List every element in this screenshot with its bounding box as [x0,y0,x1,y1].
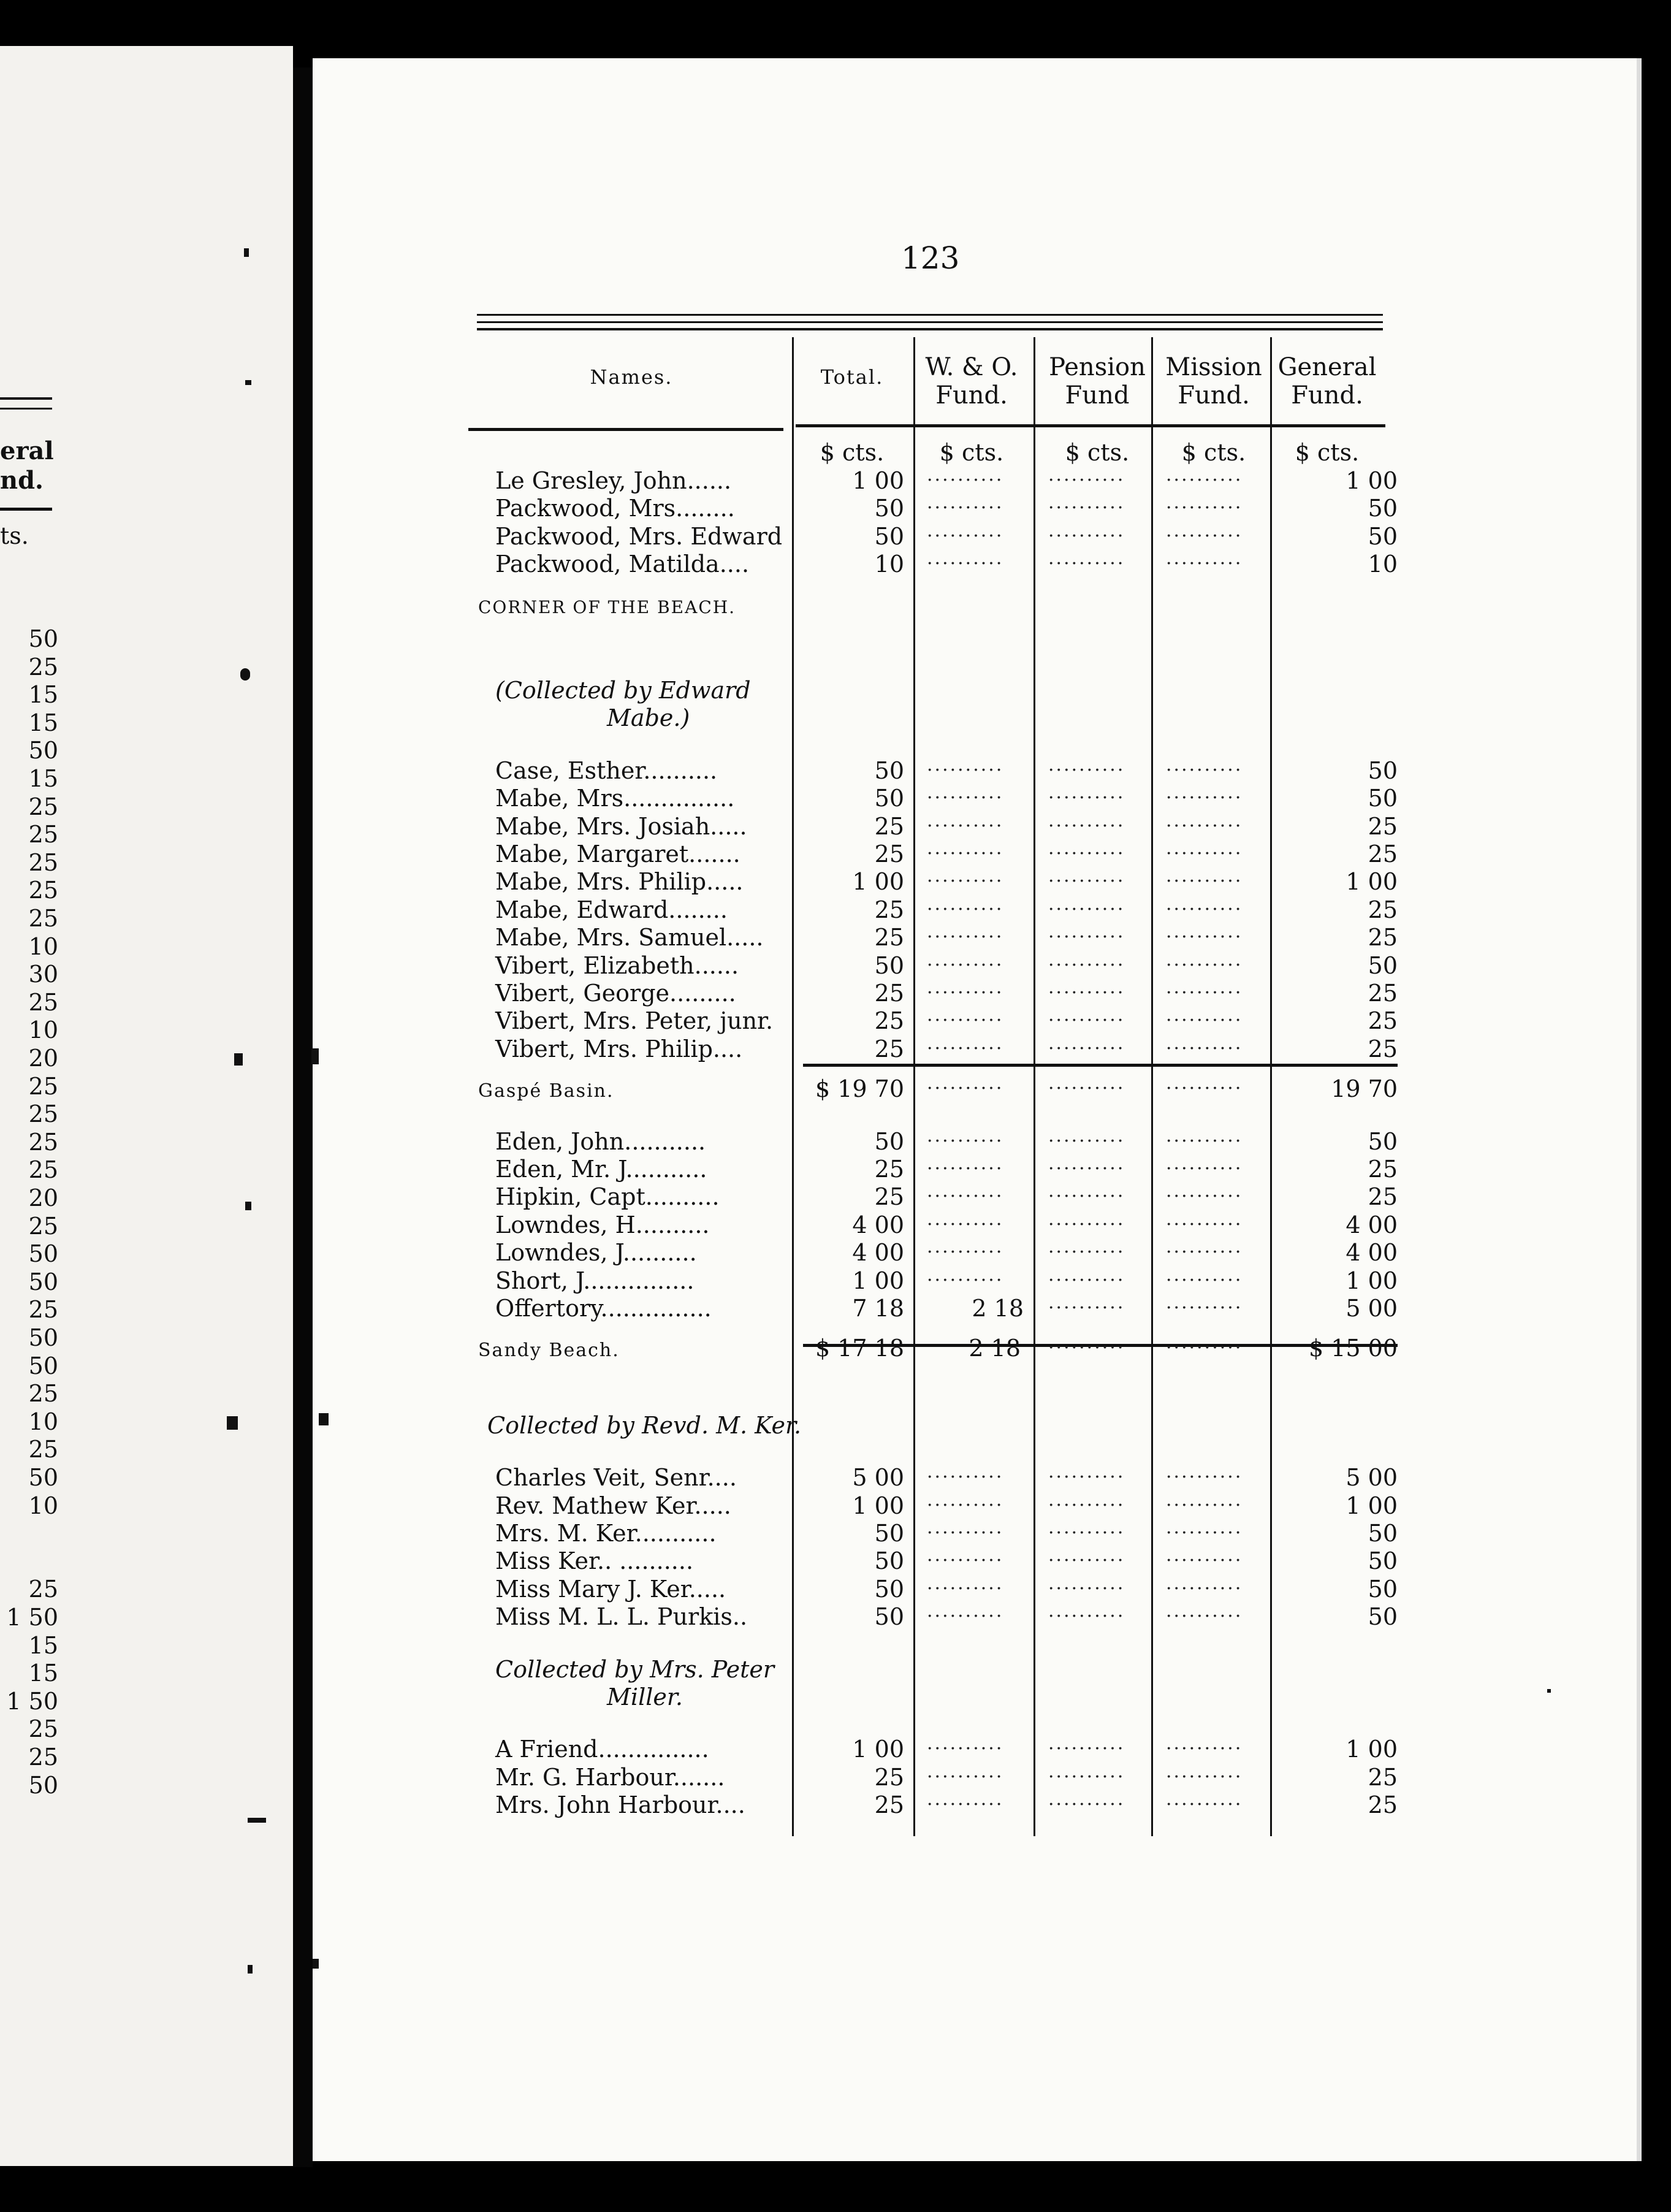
general-amount: 4 00 [1346,1211,1398,1238]
total-amount: 25 [874,1156,904,1183]
names-header-rule [468,428,783,431]
general-amount: 5 00 [1346,1464,1398,1492]
wo-amount: 2 18 [972,1295,1024,1322]
contributor-name: Mabe, Mrs............... [495,785,735,812]
dot-leader: ·········· [1048,1337,1125,1359]
dot-leader: ·········· [1048,982,1125,1004]
left-value: 10 [28,1492,58,1519]
total-amount: 50 [874,1575,904,1603]
dot-leader: ·········· [1048,1738,1125,1760]
dot-leader: ·········· [927,926,1004,948]
contributor-name: Eden, Mr. J........... [495,1156,707,1183]
dot-leader: ·········· [1166,1466,1243,1489]
left-value: 1 50 [6,1687,58,1715]
left-unit: ts. [0,522,29,549]
dot-leader: ·········· [1166,1241,1243,1264]
margin-mark [248,1818,266,1823]
left-value: 50 [28,1771,58,1799]
dot-leader: ·········· [1048,759,1125,781]
dot-leader: ·········· [1048,470,1125,491]
dot-leader: ·········· [927,525,1004,547]
collector-note-cont: Mabe.) [607,704,690,732]
wo-header-line1: W. & O. [925,353,1018,381]
dot-leader: ·········· [1048,787,1125,809]
general-amount: 50 [1368,1603,1398,1631]
dot-leader: ·········· [1166,1577,1243,1600]
total-amount: 25 [874,841,904,868]
contributor-name: Mabe, Mrs. Josiah..... [495,812,747,840]
contributor-name: Lowndes, H.......... [495,1211,710,1238]
margin-mark [227,1416,238,1430]
dot-leader: ·········· [927,497,1004,519]
left-value: 25 [28,793,58,820]
left-value: 25 [28,849,58,876]
unit-total: $ cts. [820,439,885,466]
dot-leader: ·········· [1048,553,1125,575]
dot-leader: ·········· [1048,1466,1125,1489]
left-value: 25 [28,905,58,932]
total-amount: 25 [874,896,904,923]
total-amount: 50 [874,1603,904,1631]
general-amount: 10 [1368,551,1398,578]
contributor-name: Mr. G. Harbour....... [495,1763,725,1791]
left-value: 25 [28,1380,58,1408]
left-value: 50 [28,1352,58,1379]
margin-mark [248,1965,253,1974]
left-value: 25 [28,877,58,904]
page-number: 123 [901,240,960,276]
dot-leader: ·········· [1048,1606,1125,1628]
dot-leader: ·········· [927,1550,1004,1572]
left-rule-top2 [0,408,52,410]
dot-leader: ·········· [927,1466,1004,1489]
col-rule-total [913,337,915,1836]
contributor-name: Vibert, Elizabeth...... [495,952,739,979]
left-value: 25 [28,1296,58,1324]
general-amount: 1 00 [1346,1736,1398,1763]
total-amount: 4 00 [852,1239,904,1267]
subtotal-wo: 2 18 [969,1335,1021,1362]
dot-leader: ·········· [1166,898,1243,920]
dot-leader: ·········· [1048,1158,1125,1180]
contributor-name: Miss Ker.. .......... [495,1547,694,1575]
total-amount: 25 [874,924,904,952]
general-amount: 50 [1368,522,1398,550]
dot-leader: ·········· [1048,1766,1125,1788]
left-value: 25 [28,653,58,681]
dot-leader: ·········· [927,1241,1004,1264]
dot-leader: ·········· [1166,871,1243,893]
contributor-name: Mabe, Edward........ [495,896,728,923]
general-amount: 50 [1368,1575,1398,1603]
margin-mark [313,1959,319,1969]
total-amount: 50 [874,785,904,812]
general-amount: 4 00 [1346,1239,1398,1267]
dot-leader: ·········· [1166,1522,1243,1544]
contributor-name: Offertory............... [495,1295,712,1322]
left-header-line2: nd. [0,466,44,495]
dot-leader: ·········· [1166,815,1243,837]
general-header-line1: General [1277,353,1377,381]
dot-leader: ·········· [927,787,1004,809]
left-value: 50 [28,1240,58,1268]
dot-leader: ·········· [927,1037,1004,1059]
dot-leader: ·········· [1166,982,1243,1004]
total-amount: 25 [874,1791,904,1819]
general-amount: 25 [1368,924,1398,952]
dot-leader: ·········· [1166,1337,1243,1359]
total-amount: 25 [874,1183,904,1211]
dot-leader: ·········· [1166,1037,1243,1059]
dot-leader: ·········· [1166,954,1243,976]
margin-mark [319,1413,329,1425]
subtotal-rule-1 [803,1064,1398,1067]
dot-leader: ·········· [927,954,1004,976]
total-amount: 50 [874,495,904,522]
left-value: 15 [28,681,58,709]
general-amount: 50 [1368,1520,1398,1547]
general-amount: 50 [1368,495,1398,522]
subtotal-total: $ 19 70 [815,1075,904,1103]
left-rule-top [0,397,52,400]
dot-leader: ·········· [1048,954,1125,976]
margin-mark [244,248,249,257]
contributor-name: Vibert, George......... [495,980,736,1007]
dot-leader: ·········· [1048,1241,1125,1264]
dot-leader: ·········· [927,470,1004,491]
general-amount: 5 00 [1346,1295,1398,1322]
mission-header-line2: Fund. [1178,381,1250,410]
dot-leader: ·········· [1048,525,1125,547]
margin-mark [245,1202,251,1210]
left-value: 15 [28,765,58,792]
dot-leader: ·········· [1048,1130,1125,1152]
dot-leader: ·········· [1166,1550,1243,1572]
col-rule-pension [1151,337,1153,1836]
total-amount: 50 [874,1547,904,1575]
dot-leader: ·········· [1166,1130,1243,1152]
subtotal-total: $ 17 18 [815,1335,904,1362]
contributor-name: Vibert, Mrs. Peter, junr. [495,1007,774,1035]
dot-leader: ·········· [927,982,1004,1004]
contributor-name: Le Gresley, John...... [495,467,732,494]
contributor-name: A Friend............... [495,1736,709,1763]
general-amount: 50 [1368,757,1398,784]
total-amount: 50 [874,757,904,784]
total-amount: 1 00 [852,1492,904,1519]
left-value: 20 [28,1184,58,1211]
dot-leader: ·········· [1048,1577,1125,1600]
dot-leader: ·········· [1048,497,1125,519]
dot-leader: ·········· [1166,1494,1243,1516]
general-amount: 25 [1368,1791,1398,1819]
left-value: 25 [28,988,58,1016]
dot-leader: ·········· [1166,470,1243,491]
general-amount: 25 [1368,980,1398,1007]
contributor-name: Mabe, Mrs. Samuel..... [495,924,764,952]
total-amount: 1 00 [852,1267,904,1294]
general-amount: 25 [1368,1183,1398,1211]
subtotal-label: Gaspé Basin. [478,1080,614,1102]
left-value: 10 [28,1408,58,1435]
dot-leader: ·········· [1048,1550,1125,1572]
col-rule-mission [1270,337,1272,1836]
dot-leader: ·········· [927,1078,1004,1100]
left-value: 25 [28,1212,58,1240]
left-value: 15 [28,709,58,736]
dot-leader: ·········· [1048,1213,1125,1235]
pension-header-line1: Pension [1049,353,1146,381]
general-amount: 25 [1368,841,1398,868]
collector-note: Collected by Mrs. Peter [495,1655,775,1683]
contributor-name: Mrs. John Harbour.... [495,1791,745,1819]
general-amount: 1 00 [1346,467,1398,494]
left-value: 20 [28,1045,58,1072]
col-rule-wo [1033,337,1035,1836]
general-amount: 25 [1368,896,1398,923]
general-amount: 25 [1368,812,1398,840]
dot-leader: ·········· [927,1186,1004,1208]
dot-leader: ·········· [927,1130,1004,1152]
general-amount: 50 [1368,785,1398,812]
dot-leader: ·········· [927,815,1004,837]
dot-leader: ·········· [927,1606,1004,1628]
dot-leader: ·········· [1048,871,1125,893]
total-amount: 1 00 [852,1736,904,1763]
dot-leader: ·········· [927,1794,1004,1816]
general-amount: 25 [1368,1035,1398,1062]
left-value: 15 [28,1660,58,1687]
dot-leader: ·········· [1048,1269,1125,1291]
contributor-name: Charles Veit, Senr.... [495,1464,737,1492]
mission-header-line1: Mission [1165,353,1262,381]
col-rule-names [792,337,794,1836]
left-value: 25 [28,1436,58,1463]
contributor-name: Vibert, Mrs. Philip.... [495,1035,743,1062]
total-amount: 50 [874,522,904,550]
dot-leader: ·········· [1166,1186,1243,1208]
total-amount: 1 00 [852,868,904,896]
left-value: 10 [28,1016,58,1044]
dot-leader: ·········· [1048,1186,1125,1208]
contributor-name: Hipkin, Capt.......... [495,1183,720,1211]
dot-leader: ·········· [1048,1794,1125,1816]
dot-leader: ·········· [1048,1010,1125,1032]
dot-leader: ·········· [927,553,1004,575]
total-amount: 10 [874,551,904,578]
left-value: 50 [28,1268,58,1295]
general-amount: 25 [1368,1156,1398,1183]
general-amount: 1 00 [1346,1492,1398,1519]
collector-note-cont: Miller. [607,1684,683,1710]
dot-leader: ·········· [1166,1794,1243,1816]
general-amount: 1 00 [1346,868,1398,896]
total-amount: 25 [874,1035,904,1062]
dot-leader: ·········· [1048,1078,1125,1100]
contributor-name: Mrs. M. Ker........... [495,1520,717,1547]
total-amount: 50 [874,1520,904,1547]
funds-header-rule [796,424,1385,427]
contributor-name: Lowndes, J.......... [495,1239,697,1267]
margin-mark [245,380,251,385]
total-amount: 1 00 [852,467,904,494]
margin-mark [311,1048,319,1064]
total-amount: 25 [874,980,904,1007]
dot-leader: ·········· [1166,1297,1243,1319]
left-rule [0,508,52,511]
dot-leader: ·········· [1048,1522,1125,1544]
general-amount: 50 [1368,952,1398,979]
pension-header-line2: Fund [1065,381,1130,410]
top-rule-1 [477,314,1383,316]
margin-mark [240,668,250,681]
dot-leader: ·········· [927,1577,1004,1600]
left-value: 30 [28,961,58,988]
contributor-name: Miss Mary J. Ker..... [495,1575,726,1603]
left-value: 25 [28,1072,58,1100]
contributor-name: Mabe, Mrs. Philip..... [495,868,744,896]
margin-mark [1547,1689,1551,1693]
dot-leader: ·········· [1166,525,1243,547]
dot-leader: ·········· [927,1269,1004,1291]
dot-leader: ·········· [927,1010,1004,1032]
dot-leader: ·········· [927,1738,1004,1760]
contributor-name: Eden, John........... [495,1127,706,1155]
contributor-name: Mabe, Margaret....... [495,841,740,868]
contributor-name: Packwood, Mrs. Edward [495,522,783,550]
dot-leader: ·········· [1166,1078,1243,1100]
left-value: 25 [28,1744,58,1771]
left-value: 25 [28,1715,58,1743]
total-amount: 25 [874,1007,904,1035]
dot-leader: ·········· [1166,1010,1243,1032]
total-amount: 7 18 [852,1295,904,1322]
general-amount: 25 [1368,1763,1398,1791]
wo-header-line2: Fund. [935,381,1008,410]
collector-note: Collected by Revd. M. Ker. [487,1411,802,1439]
left-value: 25 [28,1128,58,1156]
top-rule-3 [477,328,1383,330]
dot-leader: ·········· [1166,1269,1243,1291]
dot-leader: ·········· [927,1494,1004,1516]
contributor-name: Rev. Mathew Ker..... [495,1492,731,1519]
general-amount: 50 [1368,1547,1398,1575]
unit-general: $ cts. [1295,439,1360,466]
dot-leader: ·········· [927,898,1004,920]
dot-leader: ·········· [1166,759,1243,781]
contributor-name: Miss M. L. L. Purkis.. [495,1603,748,1631]
total-amount: 50 [874,952,904,979]
dot-leader: ·········· [927,1522,1004,1544]
left-value: 25 [28,1156,58,1184]
dot-leader: ·········· [1048,926,1125,948]
total-amount: 25 [874,1763,904,1791]
total-amount: 25 [874,812,904,840]
dot-leader: ·········· [1166,1213,1243,1235]
names-header: Names. [590,365,673,389]
general-header-line2: Fund. [1291,381,1363,410]
dot-leader: ·········· [1048,1297,1125,1319]
left-value: 25 [28,1100,58,1128]
dot-leader: ·········· [1166,787,1243,809]
left-value: 50 [28,737,58,765]
contributor-name: Packwood, Mrs........ [495,495,735,522]
dot-leader: ·········· [1048,815,1125,837]
left-value: 10 [28,932,58,960]
left-value: 25 [28,821,58,849]
total-amount: 50 [874,1127,904,1155]
margin-mark [234,1053,243,1066]
dot-leader: ·········· [1048,898,1125,920]
general-amount: 1 00 [1346,1267,1398,1294]
dot-leader: ·········· [1048,1037,1125,1059]
dot-leader: ·········· [1048,843,1125,864]
dot-leader: ·········· [1166,497,1243,519]
dot-leader: ·········· [927,871,1004,893]
dot-leader: ·········· [1166,1158,1243,1180]
subtotal-label: Sandy Beach. [478,1340,620,1362]
left-value: 50 [28,625,58,652]
contributor-name: Short, J............... [495,1267,695,1294]
general-amount: 50 [1368,1127,1398,1155]
dot-leader: ·········· [927,1213,1004,1235]
section-heading: CORNER OF THE BEACH. [478,597,736,617]
dot-leader: ·········· [1166,553,1243,575]
unit-wo: $ cts. [939,439,1004,466]
dot-leader: ·········· [927,1158,1004,1180]
collector-note: (Collected by Edward [495,677,751,704]
total-header: Total. [820,365,884,389]
unit-pension: $ cts. [1065,439,1130,466]
subtotal-general: 19 70 [1331,1075,1398,1103]
subtotal-general: $ 15 00 [1308,1335,1398,1362]
dot-leader: ·········· [1048,1494,1125,1516]
dot-leader: ·········· [1166,1738,1243,1760]
contributor-name: Case, Esther.......... [495,757,718,784]
left-value: 1 50 [6,1604,58,1631]
left-value: 15 [28,1631,58,1659]
left-value: 50 [28,1324,58,1351]
dot-leader: ·········· [1166,843,1243,864]
dot-leader: ·········· [1166,926,1243,948]
left-value: 25 [28,1576,58,1603]
top-rule-2 [477,321,1383,323]
unit-mission: $ cts. [1181,439,1246,466]
dot-leader: ·········· [927,843,1004,864]
total-amount: 5 00 [852,1464,904,1492]
total-amount: 4 00 [852,1211,904,1238]
book-spine [293,67,313,2167]
contributor-name: Packwood, Matilda.... [495,551,750,578]
dot-leader: ·········· [1166,1766,1243,1788]
dot-leader: ·········· [927,1766,1004,1788]
dot-leader: ·········· [927,759,1004,781]
left-header-line1: eral [0,437,54,465]
dot-leader: ·········· [1166,1606,1243,1628]
left-value: 50 [28,1464,58,1491]
general-amount: 25 [1368,1007,1398,1035]
